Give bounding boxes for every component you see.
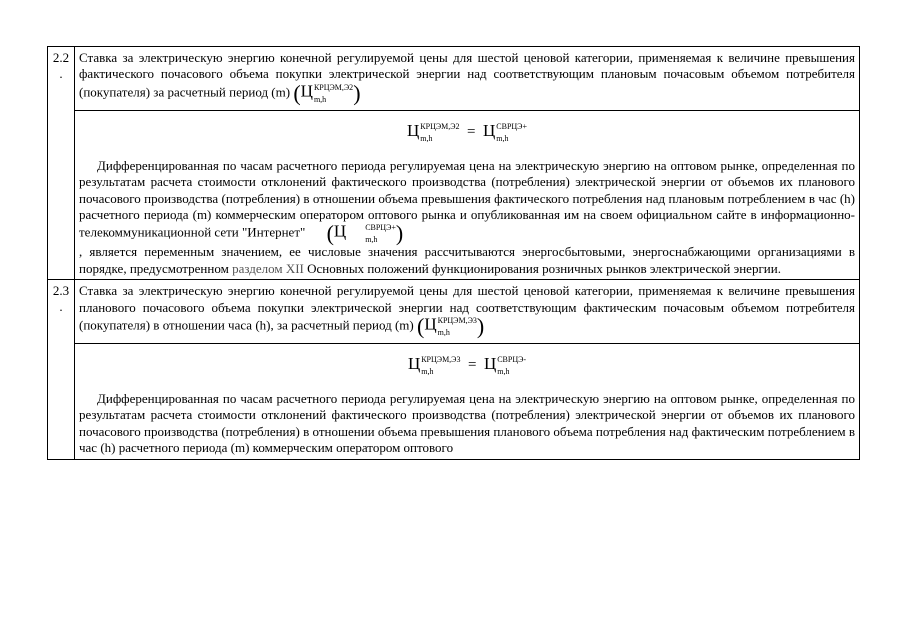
formula-lhs-sup: КРЦЭМ,Э2 — [420, 122, 460, 132]
formula-sub: m,h — [313, 94, 327, 104]
formula-rhs-sup: СВРЦЭ- — [497, 355, 527, 365]
formula-sup: КРЦЭМ,Э2 — [313, 82, 354, 92]
formula-lhs-sup: КРЦЭМ,Э3 — [421, 355, 461, 365]
formula-sub: m,h — [437, 328, 450, 338]
row-title-cell — [75, 47, 860, 111]
row-2-2-header — [48, 47, 860, 111]
desc-formula-sub: m,h — [365, 235, 378, 245]
formula-rhs-sub: m,h — [497, 367, 510, 377]
row-2-3-header — [48, 280, 860, 344]
title-formula: (Ц КРЦЭМ,Э2 m,h ) — [293, 80, 361, 106]
row-2-2-body — [48, 110, 860, 279]
row-title-text: Ставка за электрическую энергию конечной регулируемой цены для шестой ценовой категории, применяемая к величине превышения планового почасового объема покупки электрической энергии над соответствующим фактическим почасовым объемом потребителя (покупателя) в отношении часа (h), за расчетный период (m) — [79, 283, 855, 333]
row-description — [75, 388, 859, 459]
description-part1: Дифференцированная по часам расчетного периода регулируемая цена на электрическую энергию на оптовом рынке, определенная по результатам расчета стоимости отклонений фактического производства (потребления) электрической энергии от объемов их планового почасового производства (потребления) в отношении объема превышения фактического потребления над плановым потреблением в час (h) расчетного периода (m) коммерческим оператором оптового рынка и опубликованная им на своем официальном сайте в информационно-телекоммуникационной сети "Интернет" — [79, 157, 855, 240]
row-title-text: Ставка за электрическую энергию конечной регулируемой цены для шестой ценовой категории, применяемая к величине превышения фактического почасового объема покупки электрической энергии над соответствующим плановым почасовым объемом потребителя (покупателя) за расчетный период (m) — [79, 50, 855, 100]
row-number-value: 2.2 — [52, 50, 70, 65]
section-link[interactable]: разделом XII — [232, 260, 304, 276]
formula-equals: = — [467, 123, 476, 140]
formula-lhs-sub: m,h — [420, 134, 433, 144]
desc-formula-sup: СВРЦЭ+ — [365, 223, 396, 233]
title-formula: (Ц КРЦЭМ,Э3 m,h ) — [417, 313, 485, 339]
formula-symbol: Ц — [424, 314, 437, 334]
description-formula: (Ц СВРЦЭ+ m,h ) — [326, 220, 404, 246]
formula-equals: = — [467, 357, 477, 374]
formula-lhs-sub: m,h — [421, 367, 434, 377]
row-title — [75, 47, 859, 110]
formula-symbol: Ц — [300, 81, 313, 101]
formula-rhs-sup: СВРЦЭ+ — [496, 122, 527, 132]
row-number — [48, 47, 75, 280]
formula-sup: КРЦЭМ,Э3 — [437, 316, 477, 326]
row-description — [75, 155, 859, 279]
formula-rhs-sub: m,h — [496, 134, 509, 144]
row-body-cell — [75, 110, 860, 279]
row-number-value: 2.3 — [52, 283, 70, 299]
tariff-table — [47, 46, 860, 460]
row-number — [48, 280, 75, 459]
description-part3: Основных положений функционирования розничных рынков электрической энергии. — [307, 260, 781, 276]
row-body-cell — [75, 344, 860, 460]
row-title-cell — [75, 280, 860, 344]
desc-formula-symbol: Ц — [333, 221, 347, 241]
main-formula — [75, 344, 859, 388]
row-number-suffix: . — [59, 66, 63, 81]
formula-lhs-symbol: Ц — [407, 354, 421, 374]
row-2-3-body — [48, 344, 860, 460]
row-title — [75, 280, 859, 343]
formula-lhs-symbol: Ц — [407, 120, 420, 140]
formula-rhs-symbol: Ц — [483, 354, 497, 374]
description-part1: Дифференцированная по часам расчетного периода регулируемая цена на электрическую энергию на оптовом рынке, определенная по результатам расчета стоимости отклонений фактического производства (потребления) электрической энергии от объемов их планового почасового производства (потребления) в отношении объема превышения планового объема потребления над фактическим потреблением в час (h) расчетного периода (m) коммерческим оператором оптового — [79, 391, 855, 456]
formula-rhs-symbol: Ц — [483, 120, 496, 140]
description-part2: , является переменным значением, ее числовые значения рассчитываются энергосбытовыми, энергоснабжающими организациями в порядке, предусмотренном — [79, 244, 855, 276]
main-formula — [75, 111, 859, 155]
row-number-suffix: . — [59, 299, 63, 315]
